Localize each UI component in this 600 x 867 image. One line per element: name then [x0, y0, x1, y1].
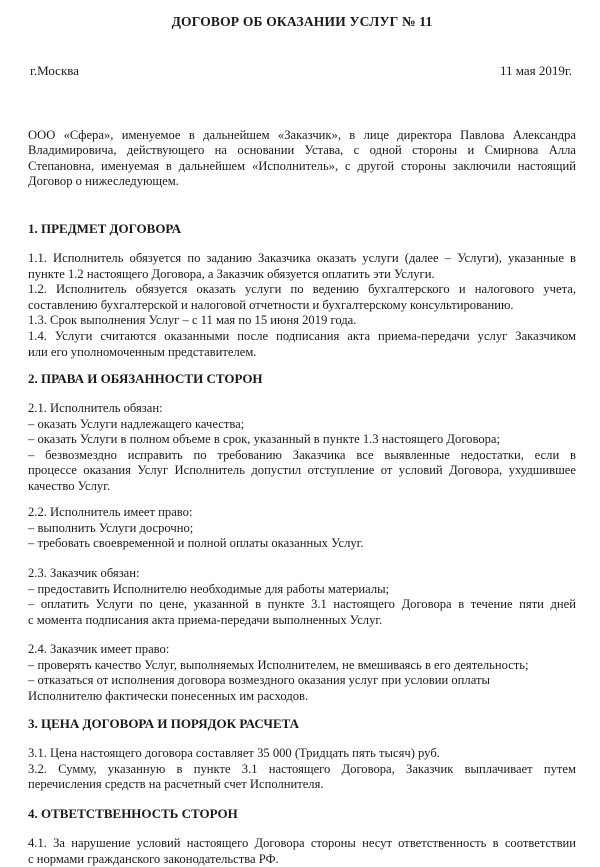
intro-line: Владимировича, действующего на основании Устава, с одной стороны и Смирнова Алла	[28, 143, 576, 158]
text-line: – оказать Услуги в полном объеме в срок, указанный в пункте 1.3 настоящего Договора;	[28, 432, 501, 447]
text-line: Исполнителю фактически понесенных им расходов.	[28, 688, 309, 703]
text-line: – безвозмездно исправить по требованию Заказчика все выявленные недостатки, если в	[28, 447, 576, 462]
text-line: процессе оказания Услуг Исполнитель допустил отступление от условий Договора, ухудшившее	[28, 463, 576, 478]
text-line: 3.2. Сумму, указанную в пункте 3.1 настоящего Договора, Заказчик выплачивает путем	[28, 761, 576, 776]
text-line: с момента подписания акта приема-передачи выполненных Услуг.	[28, 612, 383, 627]
section-3-body	[28, 746, 576, 793]
section-title-2: 2. ПРАВА И ОБЯЗАННОСТИ СТОРОН	[28, 371, 263, 386]
section-2-3	[28, 566, 576, 628]
text-line: – выполнить Услуги досрочно;	[28, 520, 194, 535]
text-line: с нормами гражданского законодательства РФ.	[28, 851, 279, 866]
text-line: или его уполномоченным представителем.	[28, 344, 257, 359]
section-2-4	[28, 642, 576, 704]
section-title-3: 3. ЦЕНА ДОГОВОРА И ПОРЯДОК РАСЧЕТА	[28, 716, 300, 731]
text-line: 2.2. Исполнитель имеет право:	[28, 505, 193, 519]
intro-line: ООО «Сфера», именуемое в дальнейшем «Заказчик», в лице директора Павлова Александра	[28, 128, 576, 142]
text-line: 1.2. Исполнитель обязуется оказать услуги по ведению бухгалтерского и налогового учета,	[28, 282, 576, 297]
text-line: перечисления средств на расчетный счет Исполнителя.	[28, 777, 324, 792]
document-title: ДОГОВОР ОБ ОКАЗАНИИ УСЛУГ № 11	[171, 14, 433, 29]
text-line: пункте 1.2 настоящего Договора, а Заказчик обязуется оплатить эти Услуги.	[28, 266, 435, 281]
contract-date: 11 мая 2019г.	[499, 63, 572, 78]
city: г.Москва	[30, 63, 79, 78]
text-line: 3.1. Цена настоящего договора составляет 35 000 (Тридцать пять тысяч) руб.	[28, 746, 440, 760]
section-4-body	[28, 836, 576, 867]
text-line: составлению бухгалтерской и налоговой отчетности и бухгалтерскому консультированию.	[28, 297, 514, 312]
text-line: 1.1. Исполнитель обязуется по заданию Заказчика оказать услуги (далее – Услуги), указанные в	[28, 251, 576, 265]
text-line: – предоставить Исполнителю необходимые для работы материалы;	[28, 581, 390, 596]
section-1-body	[28, 251, 576, 360]
text-line: качество Услуг.	[28, 478, 111, 493]
text-line: 1.4. Услуги считаются оказанными после подписания акта приема-передачи услуг Заказчиком	[28, 328, 576, 343]
intro-paragraph	[28, 128, 576, 190]
text-line: – оказать Услуги надлежащего качества;	[28, 416, 245, 431]
section-2-2	[28, 505, 576, 552]
text-line: – отказаться от исполнения договора возмездного оказания услуг при условии оплаты	[28, 673, 490, 688]
text-line: – оплатить Услуги по цене, указанной в пункте 3.1 настоящего Договора в течение пяти дней	[28, 597, 576, 612]
text-line: 1.3. Срок выполнения Услуг – с 11 мая по 15 июня 2019 года.	[28, 313, 357, 328]
intro-line: Степановна, именуемая в дальнейшем «Исполнитель», с другой стороны заключили настоящий	[28, 158, 576, 173]
section-2-1	[28, 401, 576, 495]
text-line: 2.1. Исполнитель обязан:	[28, 401, 163, 415]
text-line: – требовать своевременной и полной оплаты оказанных Услуг.	[28, 536, 364, 551]
intro-line: Договор о нижеследующем.	[28, 174, 179, 189]
section-title-4: 4. ОТВЕТСТВЕННОСТЬ СТОРОН	[28, 806, 238, 821]
text-line: 4.1. За нарушение условий настоящего Договора стороны несут ответственность в соответствии	[28, 836, 576, 850]
section-title-1: 1. ПРЕДМЕТ ДОГОВОРА	[28, 221, 182, 236]
text-line: – проверять качество Услуг, выполняемых Исполнителем, не вмешиваясь в его деятельность;	[28, 657, 529, 672]
text-line: 2.3. Заказчик обязан:	[28, 566, 140, 580]
text-line: 2.4. Заказчик имеет право:	[28, 642, 170, 656]
